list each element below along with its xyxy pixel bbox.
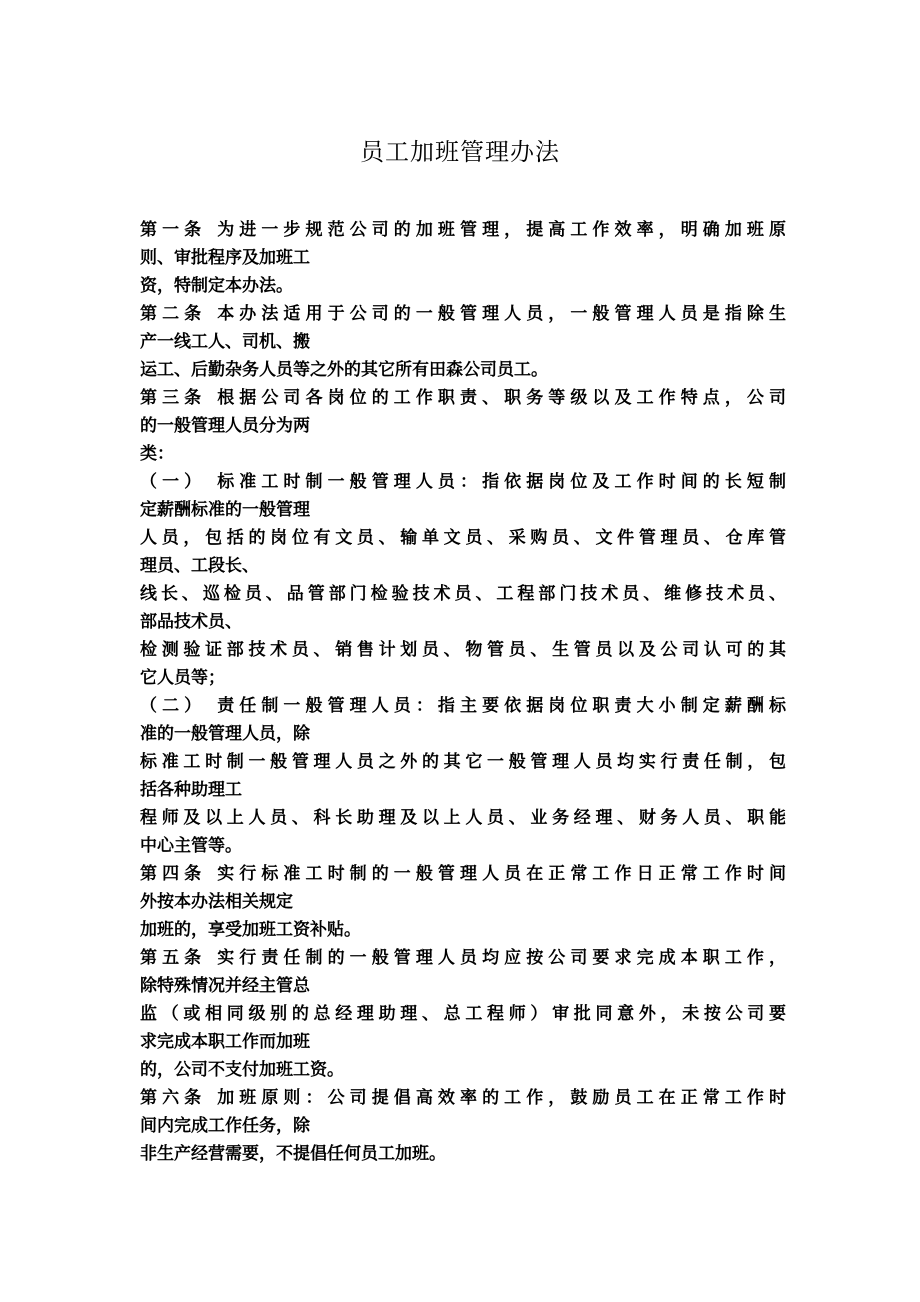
- body-line: 第一条 为进一步规范公司的加班管理，提高工作效率，明确加班原: [140, 220, 786, 240]
- body-line: 检测验证部技术员、销售计划员、物管员、生管员以及公司认可的其: [140, 640, 786, 660]
- body-line: 它人员等；: [140, 668, 225, 688]
- body-line: 的一般管理人员分为两: [140, 416, 310, 436]
- body-line: 第五条 实行责任制的一般管理人员均应按公司要求完成本职工作，: [140, 948, 786, 968]
- body-line: 则、审批程序及加班工: [140, 248, 310, 268]
- document-title: 员工加班管理办法: [360, 138, 560, 166]
- body-line: 加班的，享受加班工资补贴。: [140, 920, 361, 940]
- body-line: 中心主管等。: [140, 836, 242, 856]
- body-line: 第三条 根据公司各岗位的工作职责、职务等级以及工作特点，公司: [140, 388, 786, 408]
- body-line: 理员、工段长、: [140, 556, 259, 576]
- body-line: 括各种助理工: [140, 780, 242, 800]
- body-line: 间内完成工作任务，除: [140, 1116, 310, 1136]
- body-line: 线长、巡检员、品管部门检验技术员、工程部门技术员、维修技术员、: [140, 584, 786, 604]
- body-line: 第六条 加班原则：公司提倡高效率的工作，鼓励员工在正常工作时: [140, 1088, 786, 1108]
- body-line: 标准工时制一般管理人员之外的其它一般管理人员均实行责任制，包: [140, 752, 786, 772]
- body-line: 运工、后勤杂务人员等之外的其它所有田森公司员工。: [140, 360, 548, 380]
- body-line: 程师及以上人员、科长助理及以上人员、业务经理、财务人员、职能: [140, 808, 786, 828]
- body-line: 产一线工人、司机、搬: [140, 332, 310, 352]
- body-line: 准的一般管理人员，除: [140, 724, 310, 744]
- body-line: 部品技术员、: [140, 612, 242, 632]
- body-line: 第四条 实行标准工时制的一般管理人员在正常工作日正常工作时间: [140, 864, 786, 884]
- body-line: （二） 责任制一般管理人员：指主要依据岗位职责大小制定薪酬标: [140, 696, 786, 716]
- body-line: 资，特制定本办法。: [140, 276, 293, 296]
- body-line: 的，公司不支付加班工资。: [140, 1060, 344, 1080]
- body-line: 外按本办法相关规定: [140, 892, 293, 912]
- body-line: 监（或相同级别的总经理助理、总工程师）审批同意外，未按公司要: [140, 1004, 786, 1024]
- body-line: 人员，包括的岗位有文员、输单文员、采购员、文件管理员、仓库管: [140, 528, 786, 548]
- body-line: 类：: [140, 444, 174, 464]
- body-line: 定薪酬标准的一般管理: [140, 500, 310, 520]
- body-line: （一） 标准工时制一般管理人员：指依据岗位及工作时间的长短制: [140, 472, 786, 492]
- document-body: [140, 216, 786, 1168]
- body-line: 非生产经营需要，不提倡任何员工加班。: [140, 1144, 446, 1164]
- body-line: 第二条 本办法适用于公司的一般管理人员，一般管理人员是指除生: [140, 304, 786, 324]
- body-line: 除特殊情况并经主管总: [140, 976, 310, 996]
- body-line: 求完成本职工作而加班: [140, 1032, 310, 1052]
